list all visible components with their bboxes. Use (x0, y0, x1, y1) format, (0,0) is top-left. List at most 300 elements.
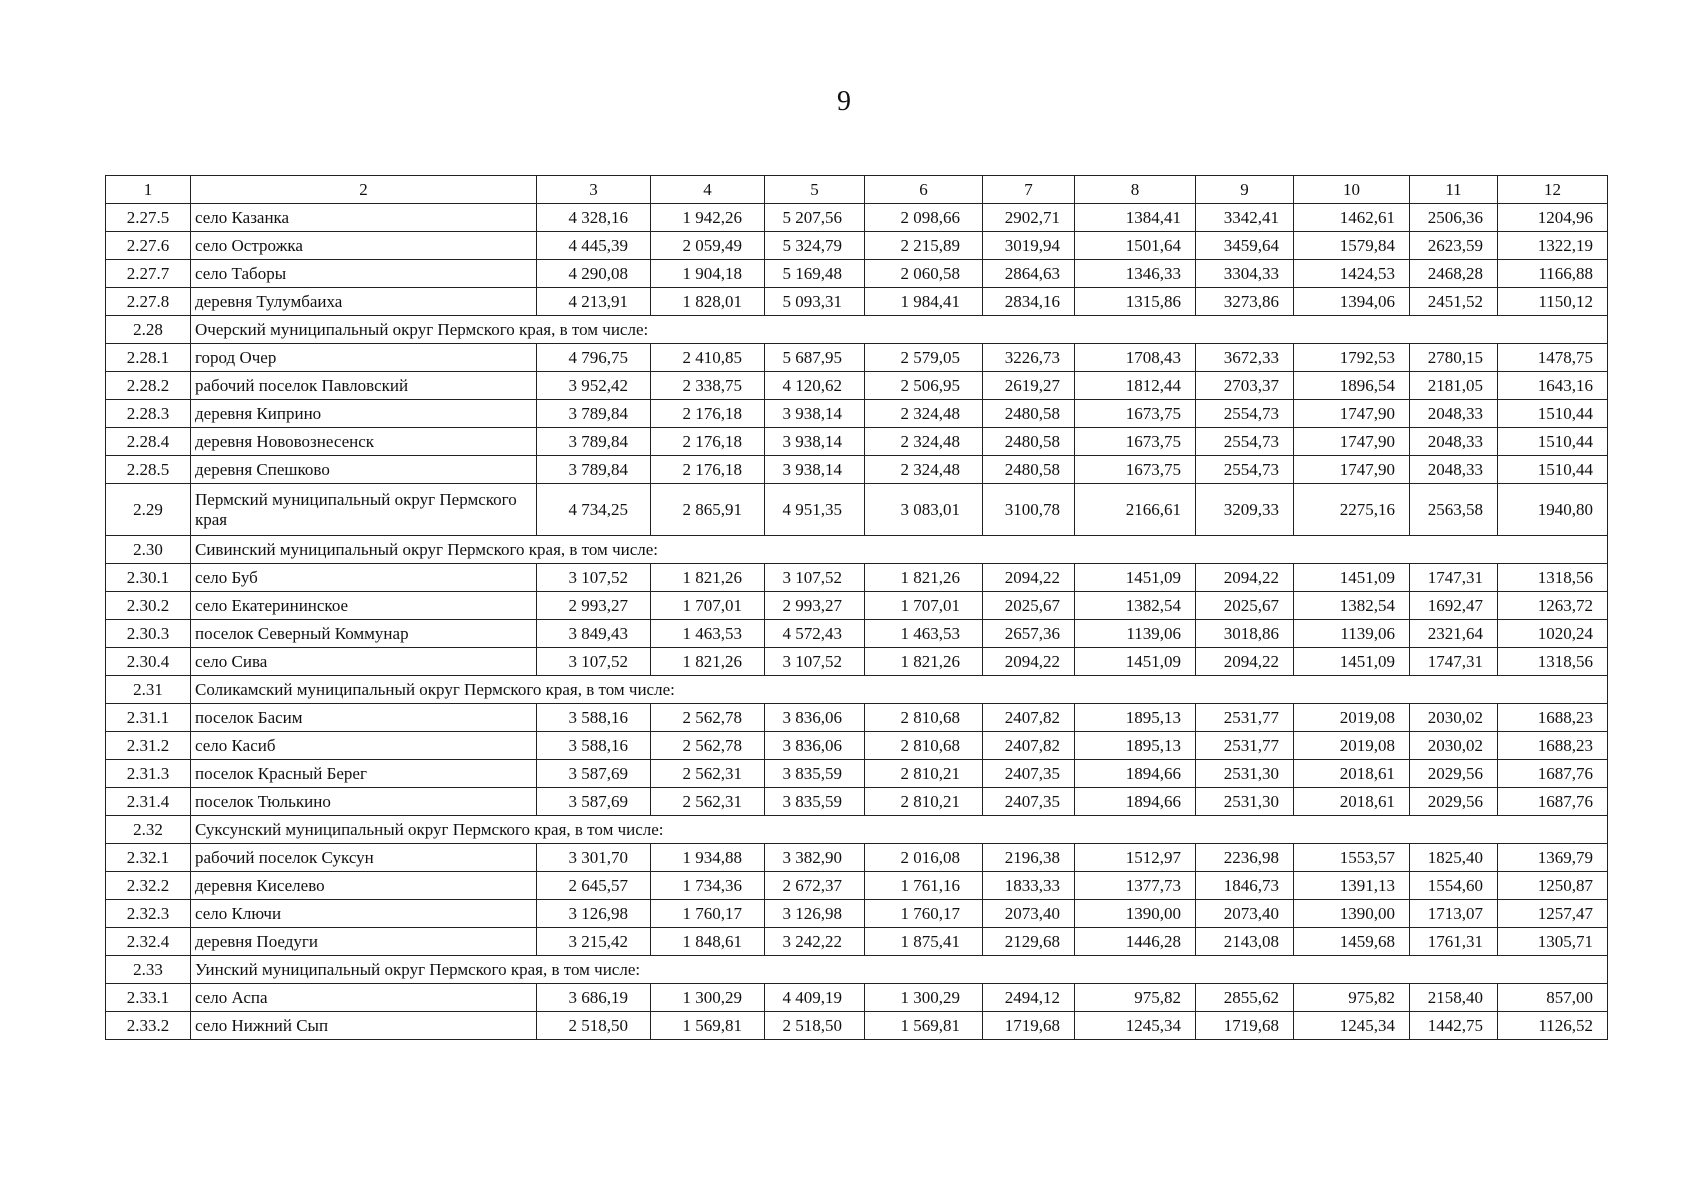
value-cell: 2 562,78 (651, 704, 765, 732)
row-code: 2.28.5 (106, 456, 191, 484)
value-cell: 3 107,52 (537, 564, 651, 592)
value-cell: 2855,62 (1196, 984, 1294, 1012)
value-cell: 2 562,31 (651, 788, 765, 816)
value-cell: 2531,30 (1196, 788, 1294, 816)
value-cell: 1894,66 (1075, 788, 1196, 816)
value-cell: 1673,75 (1075, 400, 1196, 428)
value-cell: 1318,56 (1498, 564, 1608, 592)
value-cell: 2494,12 (983, 984, 1075, 1012)
table-row (106, 260, 1608, 288)
value-cell: 1747,90 (1294, 400, 1410, 428)
value-cell: 1713,07 (1410, 900, 1498, 928)
value-cell: 1553,57 (1294, 844, 1410, 872)
section-row (106, 316, 1608, 344)
column-number-header: 2 (191, 176, 537, 204)
value-cell: 3 849,43 (537, 620, 651, 648)
value-cell: 1747,31 (1410, 564, 1498, 592)
value-cell: 1688,23 (1498, 732, 1608, 760)
value-cell: 1459,68 (1294, 928, 1410, 956)
settlement-name: рабочий поселок Павловский (191, 372, 537, 400)
value-cell: 1263,72 (1498, 592, 1608, 620)
value-cell: 975,82 (1075, 984, 1196, 1012)
value-cell: 1394,06 (1294, 288, 1410, 316)
row-code: 2.28.2 (106, 372, 191, 400)
value-cell: 3 938,14 (765, 400, 865, 428)
column-number-header: 7 (983, 176, 1075, 204)
settlement-name: село Нижний Сып (191, 1012, 537, 1040)
value-cell: 2 518,50 (765, 1012, 865, 1040)
value-cell: 1126,52 (1498, 1012, 1608, 1040)
value-cell: 1510,44 (1498, 456, 1608, 484)
value-cell: 1451,09 (1294, 564, 1410, 592)
value-cell: 1424,53 (1294, 260, 1410, 288)
value-cell: 2048,33 (1410, 456, 1498, 484)
value-cell: 3 083,01 (865, 484, 983, 536)
settlement-name: поселок Северный Коммунар (191, 620, 537, 648)
value-cell: 3 789,84 (537, 400, 651, 428)
table-row (106, 232, 1608, 260)
value-cell: 1 300,29 (651, 984, 765, 1012)
value-cell: 2166,61 (1075, 484, 1196, 536)
value-cell: 1 942,26 (651, 204, 765, 232)
value-cell: 2048,33 (1410, 428, 1498, 456)
column-number-header: 8 (1075, 176, 1196, 204)
value-cell: 3 587,69 (537, 760, 651, 788)
value-cell: 1895,13 (1075, 732, 1196, 760)
value-cell: 2 506,95 (865, 372, 983, 400)
value-cell: 3304,33 (1196, 260, 1294, 288)
value-cell: 2 324,48 (865, 456, 983, 484)
value-cell: 1139,06 (1075, 620, 1196, 648)
value-cell: 1687,76 (1498, 788, 1608, 816)
value-cell: 2 865,91 (651, 484, 765, 536)
row-code: 2.27.5 (106, 204, 191, 232)
settlement-name: деревня Поедуги (191, 928, 537, 956)
value-cell: 3 242,22 (765, 928, 865, 956)
value-cell: 1204,96 (1498, 204, 1608, 232)
value-cell: 4 445,39 (537, 232, 651, 260)
row-code: 2.30.2 (106, 592, 191, 620)
settlement-name: Пермский муниципальный округ Пермского края (191, 484, 537, 536)
value-cell: 3 938,14 (765, 428, 865, 456)
value-cell: 4 796,75 (537, 344, 651, 372)
value-cell: 2 060,58 (865, 260, 983, 288)
value-cell: 2619,27 (983, 372, 1075, 400)
row-code: 2.30.1 (106, 564, 191, 592)
value-cell: 1377,73 (1075, 872, 1196, 900)
value-cell: 2 810,21 (865, 760, 983, 788)
row-code: 2.33 (106, 956, 191, 984)
value-cell: 1305,71 (1498, 928, 1608, 956)
settlement-name: деревня Киселево (191, 872, 537, 900)
value-cell: 1 707,01 (865, 592, 983, 620)
value-cell: 1 875,41 (865, 928, 983, 956)
value-cell: 2657,36 (983, 620, 1075, 648)
value-cell: 1708,43 (1075, 344, 1196, 372)
section-title: Сивинский муниципальный округ Пермского края, в том числе: (191, 536, 1608, 564)
value-cell: 2029,56 (1410, 788, 1498, 816)
table-row (106, 372, 1608, 400)
value-cell: 2407,35 (983, 788, 1075, 816)
value-cell: 1369,79 (1498, 844, 1608, 872)
value-cell: 1846,73 (1196, 872, 1294, 900)
value-cell: 3 382,90 (765, 844, 865, 872)
table-row (106, 788, 1608, 816)
row-code: 2.28.3 (106, 400, 191, 428)
row-code: 2.27.8 (106, 288, 191, 316)
value-cell: 2 176,18 (651, 428, 765, 456)
value-cell: 1462,61 (1294, 204, 1410, 232)
value-cell: 1895,13 (1075, 704, 1196, 732)
value-cell: 3 789,84 (537, 428, 651, 456)
value-cell: 1139,06 (1294, 620, 1410, 648)
section-row (106, 816, 1608, 844)
value-cell: 1687,76 (1498, 760, 1608, 788)
value-cell: 2 518,50 (537, 1012, 651, 1040)
value-cell: 2025,67 (983, 592, 1075, 620)
table-row (106, 564, 1608, 592)
value-cell: 5 324,79 (765, 232, 865, 260)
value-cell: 5 687,95 (765, 344, 865, 372)
value-cell: 1896,54 (1294, 372, 1410, 400)
value-cell: 2 324,48 (865, 428, 983, 456)
value-cell: 1688,23 (1498, 704, 1608, 732)
value-cell: 4 951,35 (765, 484, 865, 536)
value-cell: 5 207,56 (765, 204, 865, 232)
value-cell: 2 176,18 (651, 400, 765, 428)
value-cell: 2902,71 (983, 204, 1075, 232)
value-cell: 2834,16 (983, 288, 1075, 316)
value-cell: 1 761,16 (865, 872, 983, 900)
section-row (106, 956, 1608, 984)
value-cell: 2321,64 (1410, 620, 1498, 648)
row-code: 2.31.2 (106, 732, 191, 760)
value-cell: 2073,40 (1196, 900, 1294, 928)
value-cell: 2 810,68 (865, 732, 983, 760)
value-cell: 1382,54 (1075, 592, 1196, 620)
value-cell: 3 301,70 (537, 844, 651, 872)
column-number-header: 10 (1294, 176, 1410, 204)
settlement-name: село Буб (191, 564, 537, 592)
value-cell: 2094,22 (1196, 648, 1294, 676)
value-cell: 2531,77 (1196, 704, 1294, 732)
value-cell: 2030,02 (1410, 732, 1498, 760)
value-cell: 3 836,06 (765, 732, 865, 760)
value-cell: 3 587,69 (537, 788, 651, 816)
value-cell: 3273,86 (1196, 288, 1294, 316)
settlement-name: село Касиб (191, 732, 537, 760)
value-cell: 2 016,08 (865, 844, 983, 872)
value-cell: 3 789,84 (537, 456, 651, 484)
value-cell: 2 672,37 (765, 872, 865, 900)
value-cell: 1315,86 (1075, 288, 1196, 316)
value-cell: 1512,97 (1075, 844, 1196, 872)
value-cell: 1 569,81 (865, 1012, 983, 1040)
tariff-table (105, 175, 1608, 1040)
value-cell: 1 821,26 (651, 648, 765, 676)
table-row (106, 204, 1608, 232)
value-cell: 2480,58 (983, 400, 1075, 428)
value-cell: 2780,15 (1410, 344, 1498, 372)
value-cell: 4 120,62 (765, 372, 865, 400)
settlement-name: село Острожка (191, 232, 537, 260)
value-cell: 2018,61 (1294, 760, 1410, 788)
table-row (106, 400, 1608, 428)
value-cell: 2073,40 (983, 900, 1075, 928)
value-cell: 1 821,26 (865, 648, 983, 676)
value-cell: 1940,80 (1498, 484, 1608, 536)
row-code: 2.32.3 (106, 900, 191, 928)
page-number: 9 (837, 86, 851, 117)
value-cell: 3 107,52 (765, 564, 865, 592)
value-cell: 2554,73 (1196, 428, 1294, 456)
value-cell: 1894,66 (1075, 760, 1196, 788)
table-row (106, 456, 1608, 484)
column-number-header: 4 (651, 176, 765, 204)
value-cell: 2158,40 (1410, 984, 1498, 1012)
value-cell: 1554,60 (1410, 872, 1498, 900)
value-cell: 2 645,57 (537, 872, 651, 900)
section-title: Суксунский муниципальный округ Пермского края, в том числе: (191, 816, 1608, 844)
row-code: 2.32.4 (106, 928, 191, 956)
value-cell: 1 760,17 (651, 900, 765, 928)
value-cell: 3 835,59 (765, 760, 865, 788)
row-code: 2.29 (106, 484, 191, 536)
value-cell: 1390,00 (1075, 900, 1196, 928)
value-cell: 2 176,18 (651, 456, 765, 484)
value-cell: 1478,75 (1498, 344, 1608, 372)
value-cell: 1673,75 (1075, 456, 1196, 484)
value-cell: 2 993,27 (537, 592, 651, 620)
settlement-name: поселок Красный Берег (191, 760, 537, 788)
value-cell: 2 562,31 (651, 760, 765, 788)
value-cell: 1747,31 (1410, 648, 1498, 676)
row-code: 2.28.4 (106, 428, 191, 456)
row-code: 2.28 (106, 316, 191, 344)
value-cell: 1245,34 (1075, 1012, 1196, 1040)
row-code: 2.32 (106, 816, 191, 844)
value-cell: 2 410,85 (651, 344, 765, 372)
value-cell: 3342,41 (1196, 204, 1294, 232)
value-cell: 2531,30 (1196, 760, 1294, 788)
value-cell: 4 328,16 (537, 204, 651, 232)
value-cell: 4 734,25 (537, 484, 651, 536)
value-cell: 1446,28 (1075, 928, 1196, 956)
value-cell: 2029,56 (1410, 760, 1498, 788)
value-cell: 857,00 (1498, 984, 1608, 1012)
value-cell: 5 169,48 (765, 260, 865, 288)
value-cell: 2407,82 (983, 704, 1075, 732)
value-cell: 1150,12 (1498, 288, 1608, 316)
value-cell: 3018,86 (1196, 620, 1294, 648)
row-code: 2.27.7 (106, 260, 191, 288)
row-code: 2.28.1 (106, 344, 191, 372)
settlement-name: рабочий поселок Суксун (191, 844, 537, 872)
value-cell: 1 934,88 (651, 844, 765, 872)
table-row (106, 984, 1608, 1012)
value-cell: 1792,53 (1294, 344, 1410, 372)
settlement-name: село Екатерининское (191, 592, 537, 620)
settlement-name: город Очер (191, 344, 537, 372)
row-code: 2.30 (106, 536, 191, 564)
value-cell: 5 093,31 (765, 288, 865, 316)
value-cell: 2143,08 (1196, 928, 1294, 956)
value-cell: 1451,09 (1075, 564, 1196, 592)
value-cell: 3672,33 (1196, 344, 1294, 372)
value-cell: 2531,77 (1196, 732, 1294, 760)
settlement-name: деревня Спешково (191, 456, 537, 484)
table-row (106, 620, 1608, 648)
row-code: 2.31.3 (106, 760, 191, 788)
value-cell: 2019,08 (1294, 704, 1410, 732)
value-cell: 2 059,49 (651, 232, 765, 260)
value-cell: 1384,41 (1075, 204, 1196, 232)
value-cell: 1245,34 (1294, 1012, 1410, 1040)
value-cell: 2554,73 (1196, 456, 1294, 484)
value-cell: 3 588,16 (537, 704, 651, 732)
row-code: 2.31 (106, 676, 191, 704)
value-cell: 1501,64 (1075, 232, 1196, 260)
value-cell: 1747,90 (1294, 428, 1410, 456)
value-cell: 2094,22 (1196, 564, 1294, 592)
value-cell: 2407,35 (983, 760, 1075, 788)
value-cell: 1 821,26 (651, 564, 765, 592)
row-code: 2.32.1 (106, 844, 191, 872)
value-cell: 1442,75 (1410, 1012, 1498, 1040)
settlement-name: деревня Тулумбаиха (191, 288, 537, 316)
table-row (106, 648, 1608, 676)
value-cell: 2703,37 (1196, 372, 1294, 400)
value-cell: 2468,28 (1410, 260, 1498, 288)
value-cell: 3 107,52 (537, 648, 651, 676)
value-cell: 1833,33 (983, 872, 1075, 900)
value-cell: 2451,52 (1410, 288, 1498, 316)
value-cell: 2 810,21 (865, 788, 983, 816)
value-cell: 3 686,19 (537, 984, 651, 1012)
value-cell: 1510,44 (1498, 400, 1608, 428)
table-row (106, 760, 1608, 788)
value-cell: 2196,38 (983, 844, 1075, 872)
value-cell: 3209,33 (1196, 484, 1294, 536)
value-cell: 2 562,78 (651, 732, 765, 760)
value-cell: 2019,08 (1294, 732, 1410, 760)
column-number-header: 11 (1410, 176, 1498, 204)
value-cell: 1020,24 (1498, 620, 1608, 648)
table-row (106, 844, 1608, 872)
value-cell: 3 836,06 (765, 704, 865, 732)
value-cell: 1 463,53 (651, 620, 765, 648)
table-row (106, 704, 1608, 732)
settlement-name: село Ключи (191, 900, 537, 928)
value-cell: 1 828,01 (651, 288, 765, 316)
value-cell: 1 904,18 (651, 260, 765, 288)
settlement-name: деревня Нововознесенск (191, 428, 537, 456)
section-title: Уинский муниципальный округ Пермского края, в том числе: (191, 956, 1608, 984)
value-cell: 1 569,81 (651, 1012, 765, 1040)
row-code: 2.30.4 (106, 648, 191, 676)
column-number-header: 1 (106, 176, 191, 204)
value-cell: 2275,16 (1294, 484, 1410, 536)
value-cell: 1 760,17 (865, 900, 983, 928)
value-cell: 1 300,29 (865, 984, 983, 1012)
value-cell: 1812,44 (1075, 372, 1196, 400)
value-cell: 4 409,19 (765, 984, 865, 1012)
table-row (106, 900, 1608, 928)
value-cell: 1 848,61 (651, 928, 765, 956)
value-cell: 2407,82 (983, 732, 1075, 760)
value-cell: 3459,64 (1196, 232, 1294, 260)
value-cell: 2 810,68 (865, 704, 983, 732)
settlement-name: село Аспа (191, 984, 537, 1012)
value-cell: 975,82 (1294, 984, 1410, 1012)
row-code: 2.27.6 (106, 232, 191, 260)
table-row (106, 872, 1608, 900)
value-cell: 1719,68 (1196, 1012, 1294, 1040)
value-cell: 3 588,16 (537, 732, 651, 760)
value-cell: 2 579,05 (865, 344, 983, 372)
settlement-name: поселок Тюлькино (191, 788, 537, 816)
value-cell: 1391,13 (1294, 872, 1410, 900)
row-code: 2.33.2 (106, 1012, 191, 1040)
value-cell: 3 952,42 (537, 372, 651, 400)
column-number-header: 6 (865, 176, 983, 204)
value-cell: 1643,16 (1498, 372, 1608, 400)
table-row (106, 344, 1608, 372)
value-cell: 2506,36 (1410, 204, 1498, 232)
value-cell: 3100,78 (983, 484, 1075, 536)
value-cell: 3226,73 (983, 344, 1075, 372)
value-cell: 1747,90 (1294, 456, 1410, 484)
value-cell: 4 213,91 (537, 288, 651, 316)
value-cell: 1 821,26 (865, 564, 983, 592)
section-title: Соликамский муниципальный округ Пермского края, в том числе: (191, 676, 1608, 704)
value-cell: 2 098,66 (865, 204, 983, 232)
section-row (106, 676, 1608, 704)
table-row (106, 928, 1608, 956)
value-cell: 2048,33 (1410, 400, 1498, 428)
value-cell: 1451,09 (1075, 648, 1196, 676)
value-cell: 3 126,98 (765, 900, 865, 928)
value-cell: 1250,87 (1498, 872, 1608, 900)
value-cell: 2 338,75 (651, 372, 765, 400)
column-number-header: 5 (765, 176, 865, 204)
value-cell: 2129,68 (983, 928, 1075, 956)
value-cell: 3019,94 (983, 232, 1075, 260)
value-cell: 2181,05 (1410, 372, 1498, 400)
table-header-row (106, 176, 1608, 204)
value-cell: 1510,44 (1498, 428, 1608, 456)
value-cell: 1719,68 (983, 1012, 1075, 1040)
value-cell: 2 993,27 (765, 592, 865, 620)
row-code: 2.30.3 (106, 620, 191, 648)
value-cell: 1 707,01 (651, 592, 765, 620)
value-cell: 1390,00 (1294, 900, 1410, 928)
value-cell: 2480,58 (983, 456, 1075, 484)
value-cell: 2623,59 (1410, 232, 1498, 260)
value-cell: 2018,61 (1294, 788, 1410, 816)
value-cell: 2236,98 (1196, 844, 1294, 872)
column-number-header: 3 (537, 176, 651, 204)
value-cell: 4 290,08 (537, 260, 651, 288)
table-row (106, 484, 1608, 536)
value-cell: 2554,73 (1196, 400, 1294, 428)
value-cell: 1 734,36 (651, 872, 765, 900)
value-cell: 2864,63 (983, 260, 1075, 288)
settlement-name: село Таборы (191, 260, 537, 288)
value-cell: 2094,22 (983, 648, 1075, 676)
value-cell: 2 324,48 (865, 400, 983, 428)
value-cell: 1692,47 (1410, 592, 1498, 620)
